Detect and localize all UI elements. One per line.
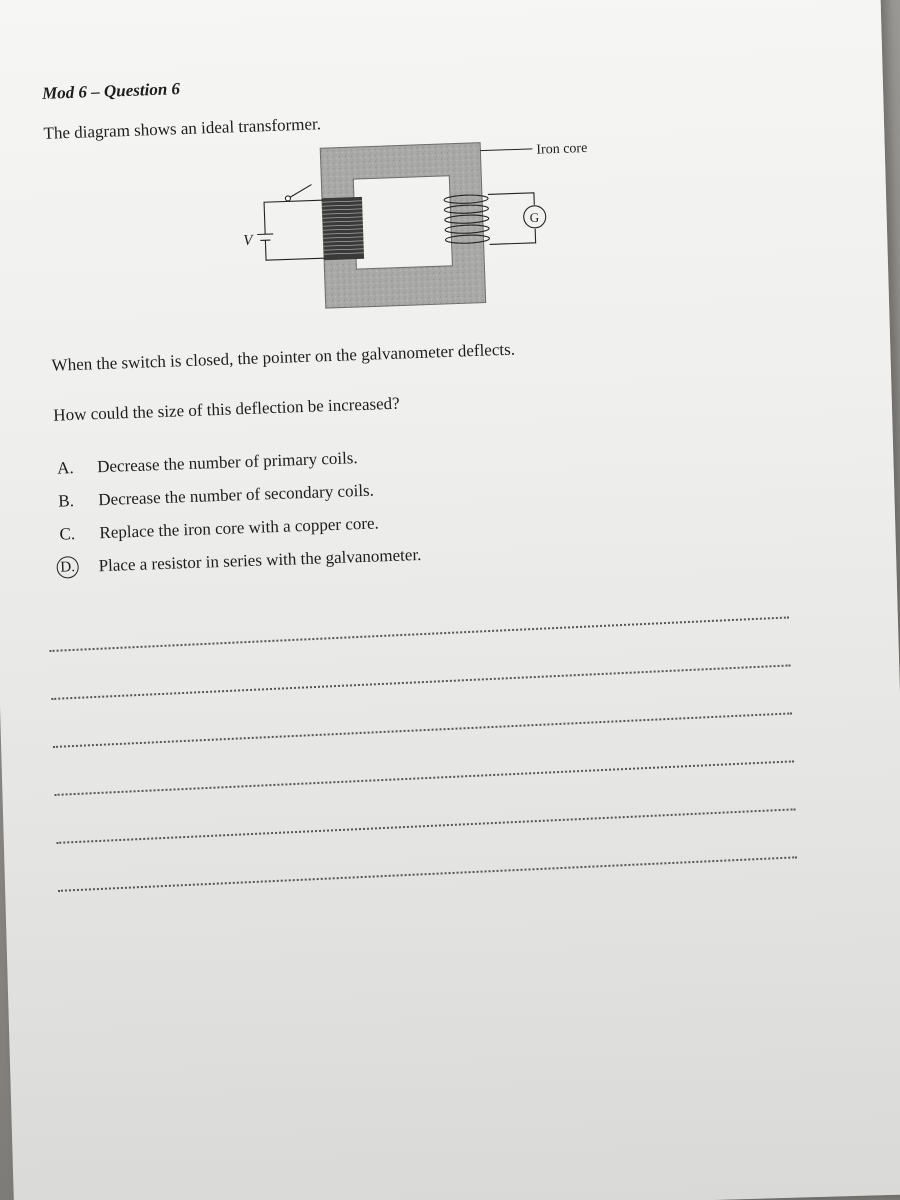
option-text: Decrease the number of primary coils.	[96, 447, 358, 476]
primary-circuit	[256, 200, 324, 260]
option-letter: A.	[56, 457, 75, 478]
question-prompt: How could the size of this deflection be increased?	[53, 393, 400, 425]
galvanometer-icon	[523, 205, 546, 228]
galvanometer-label: G	[529, 209, 540, 225]
question-heading: Mod 6 – Question 6	[41, 79, 181, 103]
voltage-label: V	[243, 232, 253, 249]
option-letter: C.	[59, 523, 76, 544]
core-label: Iron core	[536, 140, 588, 158]
answer-line[interactable]	[53, 712, 792, 748]
option-text: Replace the iron core with a copper core.	[99, 512, 380, 542]
answer-line[interactable]	[51, 664, 790, 700]
switch	[263, 185, 312, 203]
answer-line[interactable]	[55, 760, 794, 796]
transformer-diagram	[182, 127, 638, 323]
answer-line[interactable]	[50, 616, 789, 652]
primary-coil	[322, 197, 364, 260]
option-letter: B.	[58, 490, 75, 511]
option-text: Decrease the number of secondary coils.	[97, 480, 375, 509]
answer-options	[57, 439, 422, 584]
option-text: Place a resistor in series with the galvanometer.	[98, 544, 422, 575]
question-intro: The diagram shows an ideal transformer.	[43, 114, 322, 143]
option-letter-circled: D.	[56, 555, 79, 578]
core-label-leader	[480, 149, 532, 151]
answer-line[interactable]	[56, 808, 795, 844]
answer-lines	[50, 624, 800, 938]
question-statement: When the switch is closed, the pointer on the galvanometer deflects.	[51, 339, 516, 375]
answer-line[interactable]	[58, 856, 797, 892]
